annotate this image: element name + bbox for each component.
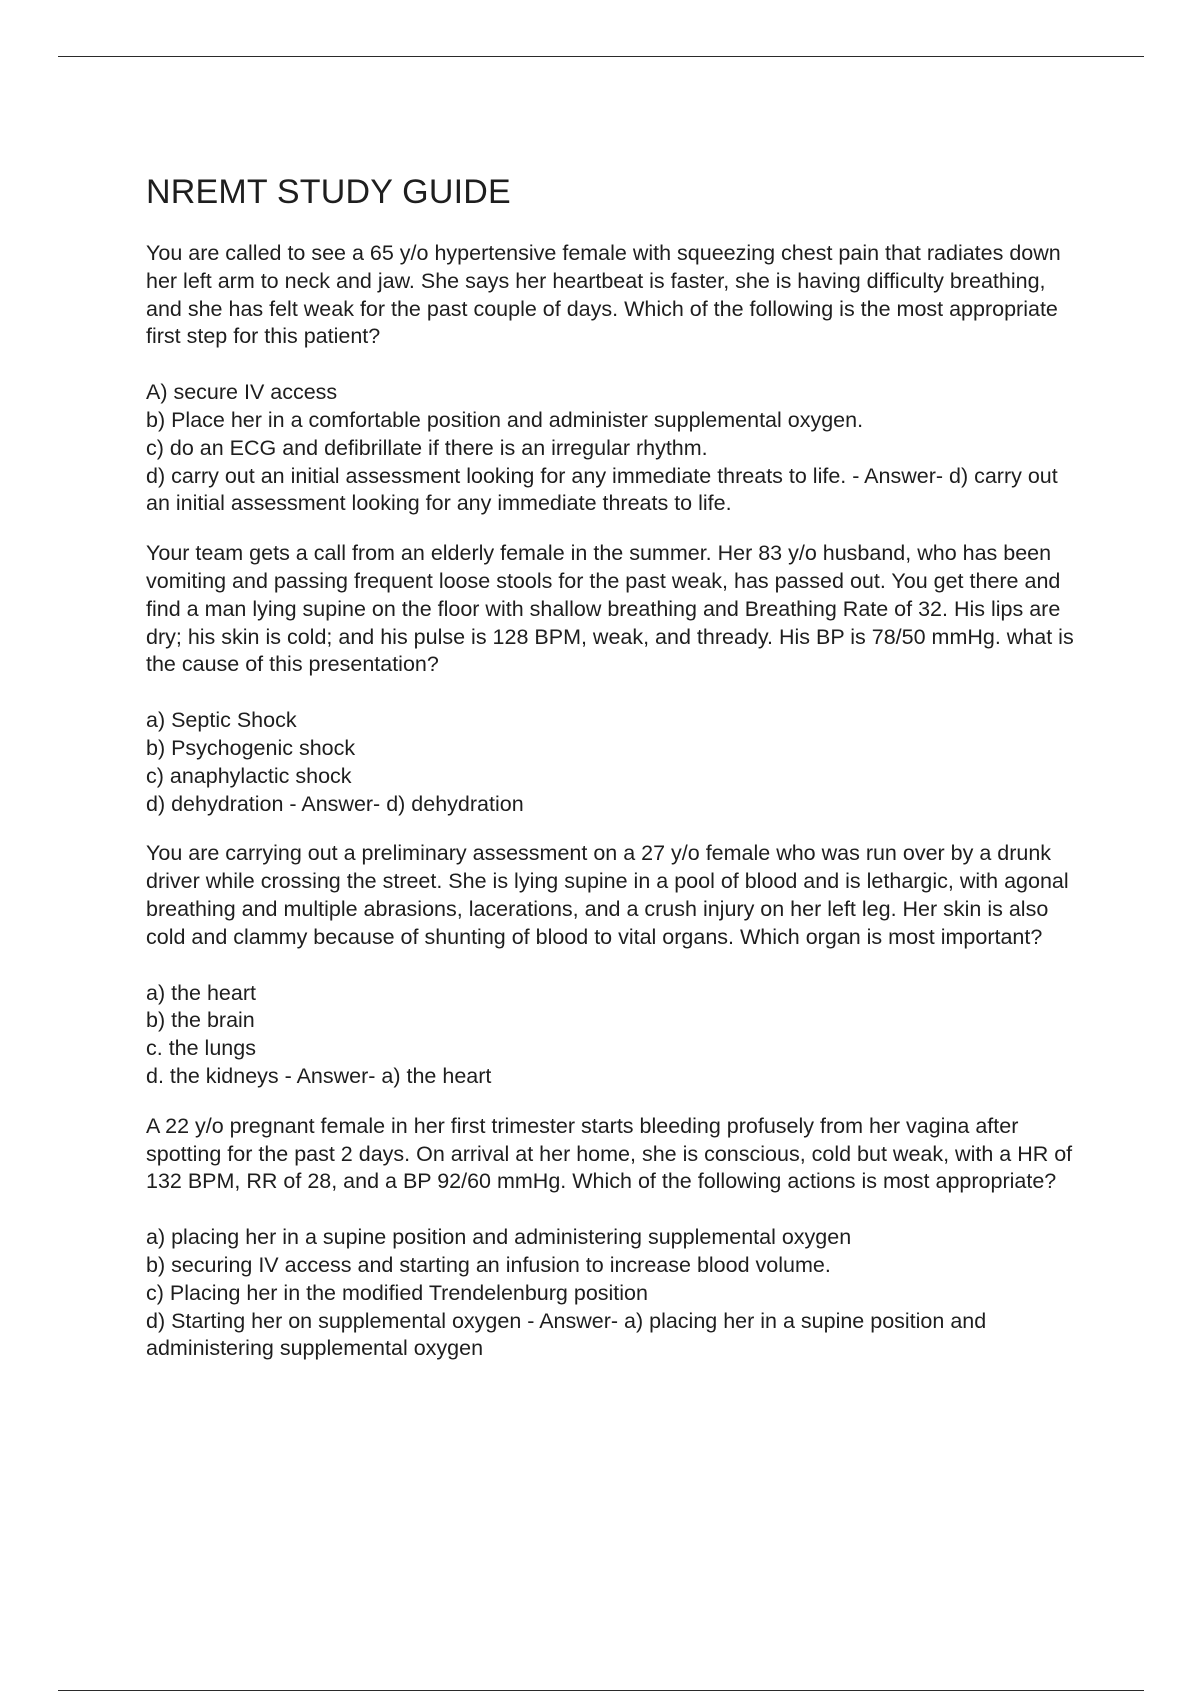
question-4	[146, 1113, 1086, 1363]
question-1	[146, 240, 1086, 518]
answer-option: d) carry out an initial assessment looking for any immediate threats to life. - Answer- d) carry out an initial assessment looking for any immediate threats to life.	[146, 463, 1058, 516]
answer-option: b) securing IV access and starting an infusion to increase blood volume.	[146, 1252, 831, 1277]
answer-option: b) Place her in a comfortable position and administer supplemental oxygen.	[146, 407, 864, 432]
top-divider	[58, 56, 1144, 57]
question-stem: You are called to see a 65 y/o hypertensive female with squeezing chest pain that radiates down her left arm to neck and jaw. She says her heartbeat is faster, she is having difficulty breathing, and she has felt weak for the past couple of days. Which of the following is the most appropriate first step for this patient?	[146, 241, 1061, 349]
answer-options	[146, 1224, 1086, 1363]
answer-option: a) the heart	[146, 980, 256, 1005]
answer-option: c. the lungs	[146, 1036, 256, 1061]
answer-option: b) the brain	[146, 1008, 255, 1033]
answer-option: a) placing her in a supine position and administering supplemental oxygen	[146, 1225, 852, 1250]
answer-options	[146, 379, 1086, 518]
answer-option: A) secure IV access	[146, 380, 338, 405]
document-title: NREMT STUDY GUIDE	[146, 173, 511, 211]
answer-option: a) Septic Shock	[146, 708, 297, 733]
answer-option: d) dehydration - Answer- d) dehydration	[146, 791, 524, 816]
document-body	[146, 170, 1086, 1385]
answer-option: c) anaphylactic shock	[146, 763, 352, 788]
answer-option: c) Placing her in the modified Trendelenburg position	[146, 1280, 648, 1305]
answer-options	[146, 707, 1086, 818]
answer-options	[146, 980, 1086, 1091]
answer-option: d. the kidneys - Answer- a) the heart	[146, 1063, 492, 1088]
bottom-divider	[58, 1690, 1144, 1691]
answer-option: d) Starting her on supplemental oxygen - Answer- a) placing her in a supine position and administering supplemental oxygen	[146, 1308, 987, 1361]
question-2	[146, 540, 1086, 818]
question-stem: A 22 y/o pregnant female in her first trimester starts bleeding profusely from her vagina after spotting for the past 2 days. On arrival at her home, she is conscious, cold but weak, with a HR of 132 BPM, RR of 28, and a BP 92/60 mmHg. Which of the following actions is most appropriate?	[146, 1113, 1073, 1194]
question-3	[146, 840, 1086, 1090]
answer-option: c) do an ECG and defibrillate if there is an irregular rhythm.	[146, 435, 708, 460]
answer-option: b) Psychogenic shock	[146, 735, 356, 760]
question-stem: You are carrying out a preliminary assessment on a 27 y/o female who was run over by a drunk driver while crossing the street. She is lying supine in a pool of blood and is lethargic, with agonal breathing and multiple abrasions, lacerations, and a crush injury on her left leg. Her skin is also cold and clammy because of shunting of blood to vital organs. Which organ is most important?	[146, 841, 1069, 949]
question-stem: Your team gets a call from an elderly female in the summer. Her 83 y/o husband, who has been vomiting and passing frequent loose stools for the past weak, has passed out. You get there and find a man lying supine on the floor with shallow breathing and Breathing Rate of 32. His lips are dry; his skin is cold; and his pulse is 128 BPM, weak, and thready. His BP is 78/50 mmHg. what is the cause of this presentation?	[146, 541, 1074, 677]
